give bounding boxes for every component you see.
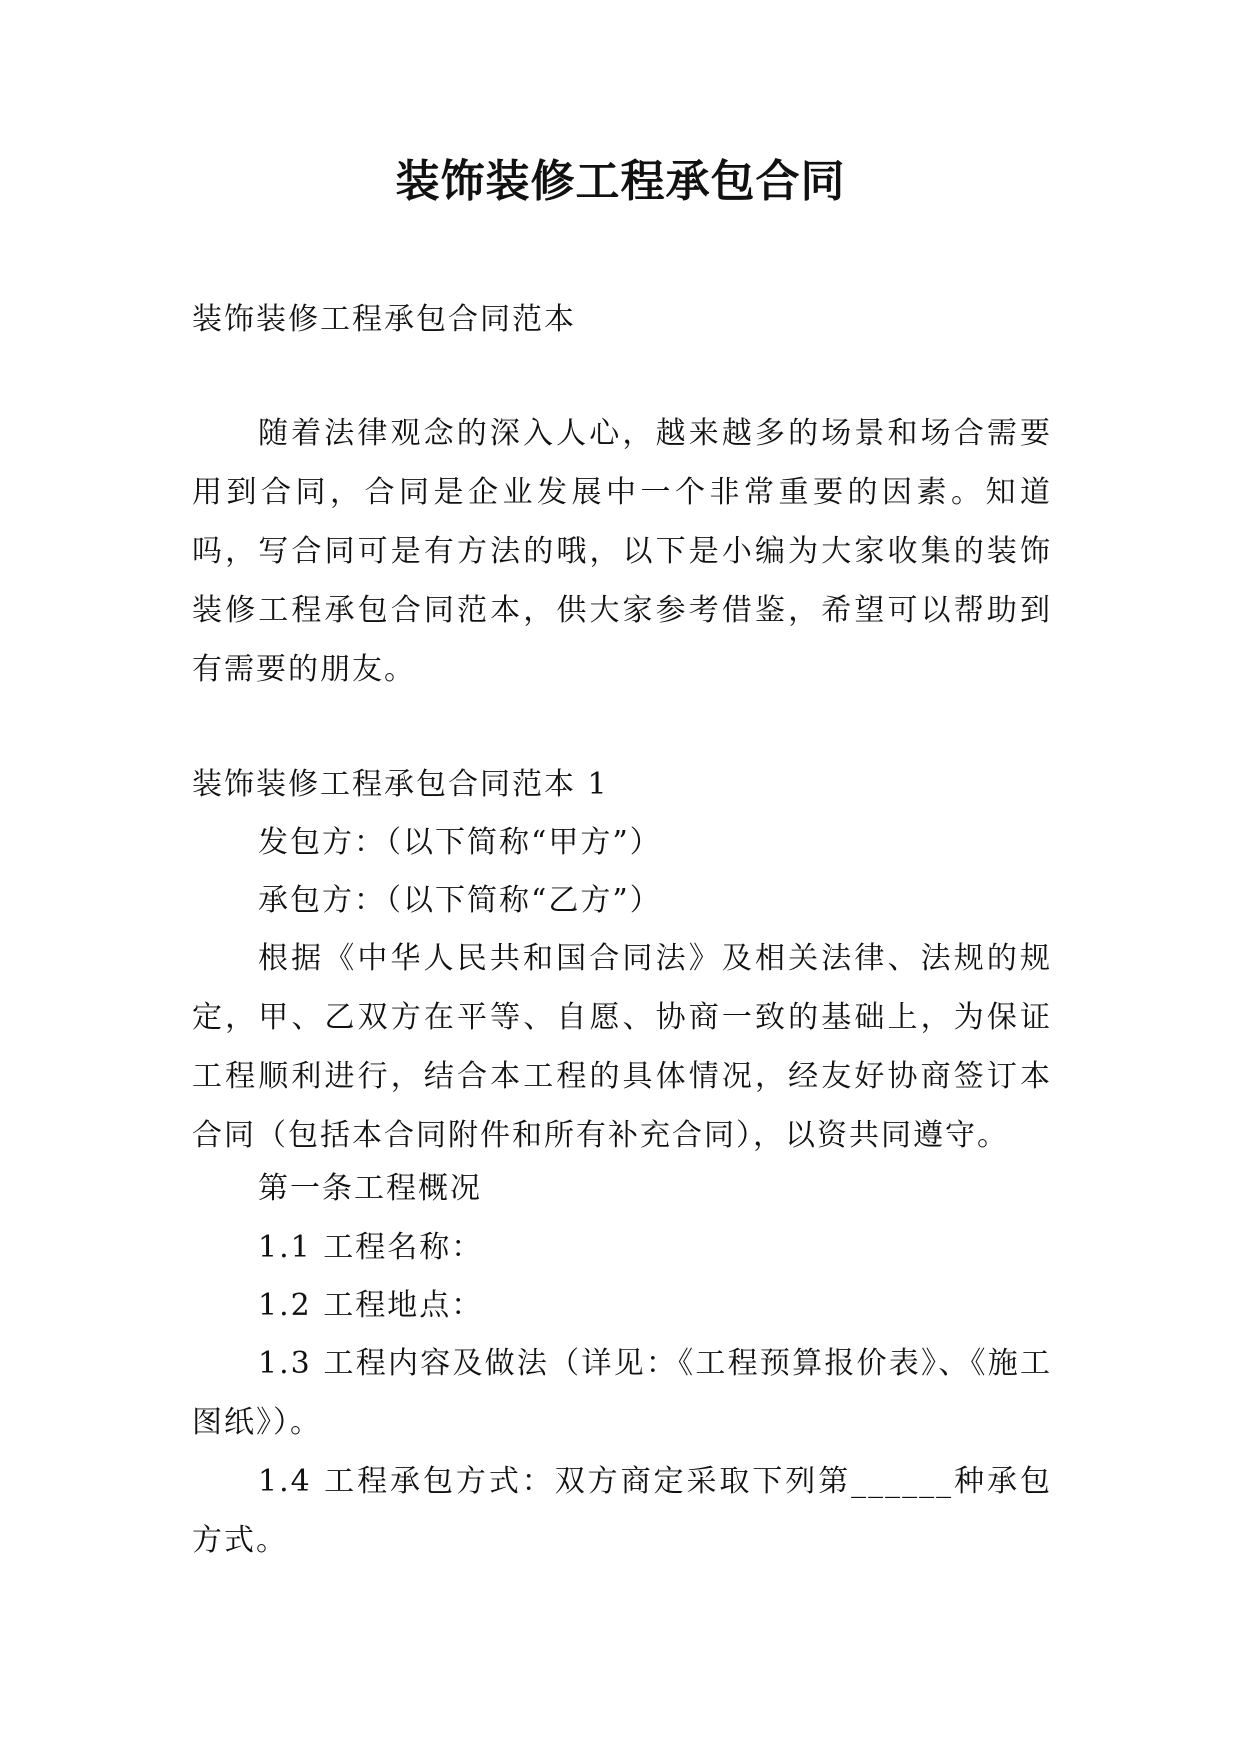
clause-1-2: 1.2 工程地点： — [258, 1288, 484, 1323]
intro-paragraph: 随着法律观念的深入人心，越来越多的场景和场合需要用到合同，合同是企业发展中一个非常重要的因素。知道吗，写合同可是有方法的哦，以下是小编为大家收集的装饰装修工程承包合同范本，供大家参考借鉴，希望可以帮助到有需要的朋友。 — [192, 416, 1052, 687]
document-subtitle: 装饰装修工程承包合同范本 — [192, 302, 576, 337]
clause-1-1: 1.1 工程名称： — [258, 1230, 484, 1265]
document-title: 装饰装修工程承包合同 — [395, 156, 846, 207]
section-heading: 装饰装修工程承包合同范本 1 — [192, 767, 609, 802]
party-a-line: 发包方：（以下简称“甲方”） — [258, 825, 662, 860]
clause-1-3: 1.3 工程内容及做法（详见：《工程预算报价表》、《施工图纸》）。 — [192, 1346, 1052, 1440]
preamble-paragraph: 根据《中华人民共和国合同法》及相关法律、法规的规定，甲、乙双方在平等、自愿、协商一致的基础上，为保证工程顺利进行，结合本工程的具体情况，经友好协商签订本合同（包括本合同附件和所有补充合同），以资共同遵守。 — [192, 941, 1052, 1153]
clause-1-4: 1.4 工程承包方式：双方商定采取下列第______种承包方式。 — [192, 1464, 1052, 1558]
article-1-heading: 第一条工程概况 — [258, 1171, 482, 1206]
party-b-line: 承包方：（以下简称“乙方”） — [258, 883, 662, 918]
